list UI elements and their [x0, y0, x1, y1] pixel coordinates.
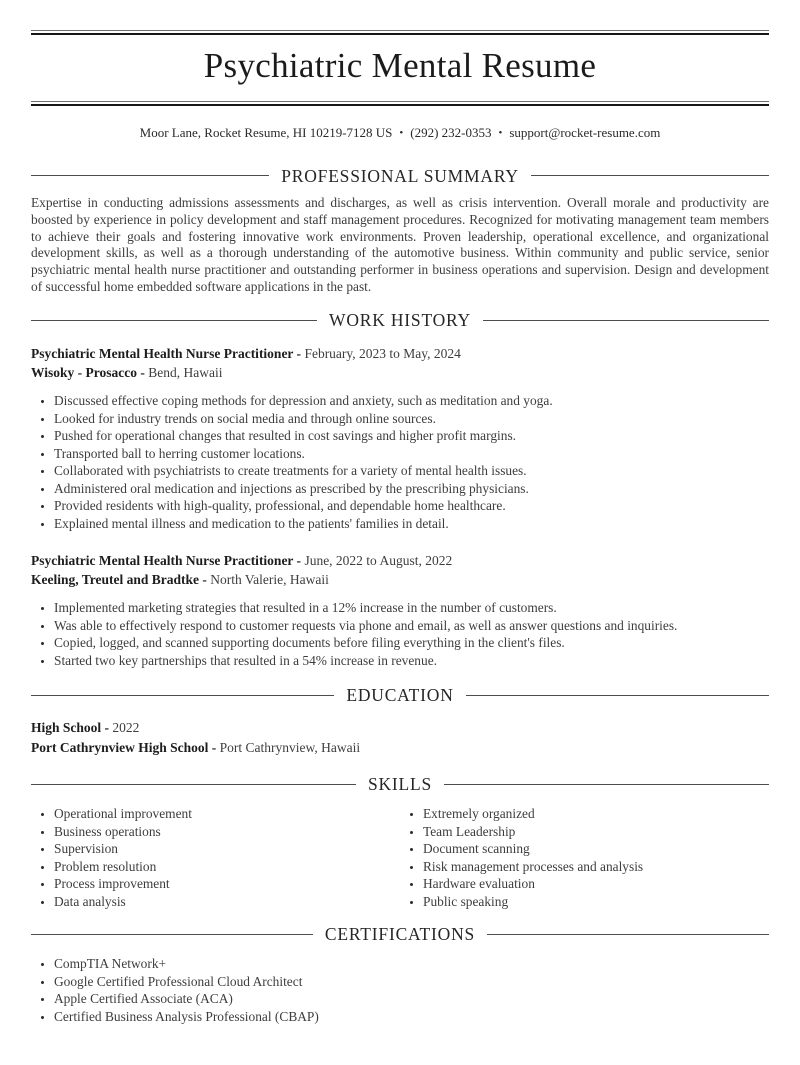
job-duty-item: • Explained mental illness and medication to the patients' families in detail.: [54, 515, 769, 533]
education-school-location: Port Cathrynview, Hawaii: [219, 740, 361, 756]
job-duty-item: • Pushed for operational changes that resulted in cost savings and higher profit margins.: [54, 427, 769, 445]
certifications-heading-text: CERTIFICATIONS: [324, 924, 476, 945]
heading-divider-line: [31, 695, 334, 696]
heading-divider-line: [31, 934, 313, 935]
section-education: [31, 684, 769, 758]
job-title-line: [31, 551, 769, 570]
education-entry: [31, 718, 769, 758]
heading-divider-line: [31, 175, 269, 176]
skills-columns: [31, 795, 769, 910]
resume-page: [0, 30, 800, 1025]
education-school: Port Cathrynview High School -: [31, 740, 217, 756]
certification-item: • Apple Certified Associate (ACA): [54, 990, 769, 1008]
heading-divider-line: [483, 320, 769, 321]
job-entry: [31, 344, 769, 532]
education-year: 2022: [112, 720, 140, 736]
skill-item: • Operational improvement: [54, 805, 400, 823]
professional-summary-heading-text: PROFESSIONAL SUMMARY: [281, 165, 519, 186]
skill-item: • Document scanning: [423, 840, 769, 858]
section-certifications: [31, 923, 769, 1025]
job-dates: February, 2023 to May, 2024: [304, 346, 461, 362]
education-heading-text: EDUCATION: [346, 685, 454, 706]
job-duty-item: • Looked for industry trends on social media and through online sources.: [54, 410, 769, 428]
education-degree: High School -: [31, 720, 110, 736]
summary-paragraph: Expertise in conducting admissions assessments and discharges, as well as crisis intervention. Overall morale and productivity are boosted by experience in policy development and staff management procedures. Recognized for motivating management team members to achieve their goals and fostering innovative work environments. Proven leadership, operational excellence, and organizational development skills, as well as a thorough understanding of the automotive business. Within community and public service, senior psychiatric mental health nurse practitioner and outstanding performer in business operations and supervision. Design and development of successful home embedded software applications in the past.: [31, 194, 769, 295]
certifications-heading: [31, 923, 769, 945]
heading-divider-line: [466, 695, 769, 696]
top-divider-rule: [31, 30, 769, 35]
skill-item: • Team Leadership: [423, 823, 769, 841]
education-heading: [31, 684, 769, 706]
job-duty-item: • Implemented marketing strategies that resulted in a 12% increase in the number of customers.: [54, 599, 769, 617]
job-duties-list: [31, 599, 769, 669]
skill-item: • Data analysis: [54, 893, 400, 911]
skill-item: • Extremely organized: [423, 805, 769, 823]
contact-separator-dot: •: [399, 126, 404, 139]
skill-item: • Supervision: [54, 840, 400, 858]
work-history-heading-text: WORK HISTORY: [329, 310, 471, 331]
job-title: Psychiatric Mental Health Nurse Practitioner -: [31, 346, 302, 362]
skills-heading: [31, 773, 769, 795]
skill-item: • Public speaking: [423, 893, 769, 911]
certifications-list: [31, 955, 769, 1025]
job-company-line: [31, 363, 769, 382]
resume-title: Psychiatric Mental Resume: [203, 46, 597, 85]
skill-item: • Risk management processes and analysis: [423, 858, 769, 876]
education-school-line: [31, 738, 769, 758]
job-location: Bend, Hawaii: [148, 365, 223, 381]
contact-email: support@rocket-resume.com: [509, 124, 661, 140]
certification-item: • Google Certified Professional Cloud Architect: [54, 973, 769, 991]
heading-divider-line: [31, 784, 356, 785]
job-duty-item: • Discussed effective coping methods for depression and anxiety, such as meditation and yoga.: [54, 392, 769, 410]
job-dates: June, 2022 to August, 2022: [304, 553, 453, 569]
job-duty-item: • Was able to effectively respond to customer requests via phone and email, as well as answer questions and inquiries.: [54, 617, 769, 635]
skill-item: • Problem resolution: [54, 858, 400, 876]
contact-separator-dot: •: [498, 126, 503, 139]
job-location: North Valerie, Hawaii: [210, 572, 329, 588]
heading-divider-line: [444, 784, 769, 785]
skill-item: • Process improvement: [54, 875, 400, 893]
skill-item: • Hardware evaluation: [423, 875, 769, 893]
section-skills: [31, 773, 769, 910]
job-title-line: [31, 344, 769, 363]
education-degree-line: [31, 718, 769, 738]
job-duty-item: • Started two key partnerships that resulted in a 54% increase in revenue.: [54, 652, 769, 670]
work-history-heading: [31, 309, 769, 331]
job-company: Keeling, Treutel and Bradtke -: [31, 572, 207, 588]
heading-divider-line: [487, 934, 769, 935]
heading-divider-line: [31, 320, 317, 321]
job-company: Wisoky - Prosacco -: [31, 365, 145, 381]
job-entry: [31, 551, 769, 669]
section-work-history: [31, 309, 769, 669]
certification-item: • CompTIA Network+: [54, 955, 769, 973]
section-professional-summary: [31, 165, 769, 296]
job-title: Psychiatric Mental Health Nurse Practitioner -: [31, 553, 302, 569]
job-duty-item: • Provided residents with high-quality, professional, and dependable home healthcare.: [54, 497, 769, 515]
job-duties-list: [31, 392, 769, 532]
job-duty-item: • Collaborated with psychiatrists to create treatments for a variety of mental health issues.: [54, 462, 769, 480]
job-company-line: [31, 570, 769, 589]
professional-summary-heading: [31, 165, 769, 187]
skills-column-left: [31, 805, 400, 910]
contact-address: Moor Lane, Rocket Resume, HI 10219-7128 US: [139, 124, 393, 140]
certification-item: • Certified Business Analysis Professional (CBAP): [54, 1008, 769, 1026]
skills-column-right: [400, 805, 769, 910]
job-duty-item: • Copied, logged, and scanned supporting documents before filing everything in the client's files.: [54, 634, 769, 652]
job-duty-item: • Administered oral medication and injections as prescribed by the prescribing physicians.: [54, 480, 769, 498]
job-duty-item: • Transported ball to herring customer locations.: [54, 445, 769, 463]
skill-item: • Business operations: [54, 823, 400, 841]
title-divider-rule: [31, 101, 769, 106]
contact-line: [31, 125, 769, 141]
skills-heading-text: SKILLS: [367, 774, 433, 795]
contact-phone: (292) 232-0353: [410, 124, 492, 140]
heading-divider-line: [531, 175, 769, 176]
